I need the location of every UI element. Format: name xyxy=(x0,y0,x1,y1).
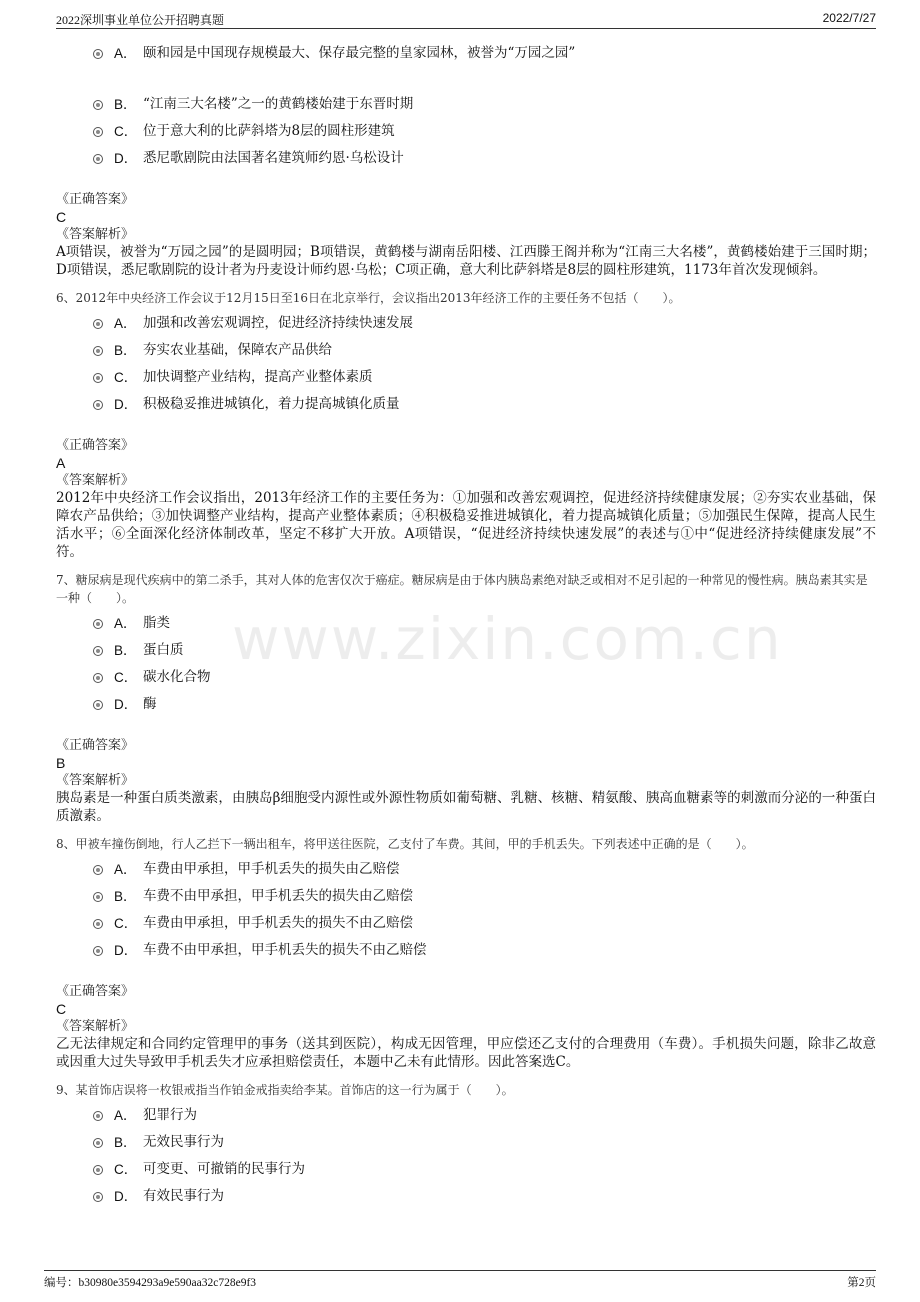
page-number: 第2页 xyxy=(847,1277,876,1289)
page-content xyxy=(56,40,876,1210)
analysis-label: 《答案解析》 xyxy=(56,773,135,788)
option-letter: A． xyxy=(114,616,137,631)
radio-icon[interactable] xyxy=(93,646,103,656)
radio-icon[interactable] xyxy=(93,865,103,875)
answer-analysis: 乙无法律规定和合同约定管理甲的事务（送其到医院），构成无因管理，甲应偿还乙支付的合理费用（车费）。手机损失问题，除非乙故意或因重大过失导致甲手机丢失才应承担赔偿责任，本题中乙未有此情形。因此答案选C。 xyxy=(56,1036,876,1070)
option-a[interactable] xyxy=(56,310,876,337)
option-a[interactable] xyxy=(56,856,876,883)
option-letter: B． xyxy=(114,97,137,112)
option-text: 车费不由甲承担，甲手机丢失的损失由乙赔偿 xyxy=(143,888,413,904)
option-b[interactable] xyxy=(56,337,876,364)
question-7-block xyxy=(56,571,876,825)
option-letter: A． xyxy=(114,316,137,331)
correct-answer: C xyxy=(56,209,67,225)
correct-answer: B xyxy=(56,755,66,771)
option-c[interactable] xyxy=(56,1156,876,1183)
analysis-label: 《答案解析》 xyxy=(56,473,135,488)
option-a[interactable] xyxy=(56,610,876,637)
option-text: 车费由甲承担，甲手机丢失的损失不由乙赔偿 xyxy=(143,915,413,931)
option-a[interactable] xyxy=(56,40,876,67)
correct-answer: C xyxy=(56,1001,67,1017)
option-b[interactable] xyxy=(56,883,876,910)
question-text: 9、某首饰店误将一枚银戒指当作铂金戒指卖给李某。首饰店的这一行为属于（ ）。 xyxy=(56,1083,514,1097)
answer-analysis: 2012年中央经济工作会议指出，2013年经济工作的主要任务为：①加强和改善宏观调控，促进经济持续健康发展；②夯实农业基础，保障农产品供给；③加快调整产业结构，提高产业整体素质；④积极稳妥推进城镇化，着力提高城镇化质量；⑤加强民生保障，提高人民生活水平；⑥全面深化经济体制改革，坚定不移扩大开放。A项错误，“促进经济持续快速发展”的表述与①中“促进经济持续健康发展”不符。 xyxy=(56,490,876,560)
page-header xyxy=(56,0,876,29)
option-b[interactable] xyxy=(56,91,876,118)
question-5-block xyxy=(56,40,876,279)
option-text: 加快调整产业结构，提高产业整体素质 xyxy=(143,369,373,385)
answer-label: 《正确答案》 xyxy=(56,438,135,453)
option-letter: A． xyxy=(114,46,137,61)
option-letter: D． xyxy=(114,697,138,712)
radio-icon[interactable] xyxy=(93,1192,103,1202)
option-text: 碳水化合物 xyxy=(143,669,211,685)
option-text: 犯罪行为 xyxy=(143,1107,197,1123)
question-text: 6、2012年中央经济工作会议于12月15日至16日在北京举行，会议指出2013年经济工作的主要任务不包括（ ）。 xyxy=(56,291,681,305)
option-text: 悉尼歌剧院由法国著名建筑师约恩·乌松设计 xyxy=(143,150,404,166)
radio-icon[interactable] xyxy=(93,1111,103,1121)
option-letter: B． xyxy=(114,643,137,658)
option-letter: C． xyxy=(114,916,138,931)
radio-icon[interactable] xyxy=(93,673,103,683)
option-text: “江南三大名楼”之一的黄鹤楼始建于东晋时期 xyxy=(143,96,414,112)
answer-label: 《正确答案》 xyxy=(56,984,135,999)
radio-icon[interactable] xyxy=(93,100,103,110)
question-9-block xyxy=(56,1081,876,1210)
option-d[interactable] xyxy=(56,391,876,418)
document-title: 2022深圳事业单位公开招聘真题 xyxy=(56,13,225,27)
answer-label: 《正确答案》 xyxy=(56,738,135,753)
radio-icon[interactable] xyxy=(93,700,103,710)
radio-icon[interactable] xyxy=(93,400,103,410)
option-text: 位于意大利的比萨斜塔为8层的圆柱形建筑 xyxy=(143,123,395,139)
correct-answer: A xyxy=(56,455,66,471)
option-text: 车费不由甲承担，甲手机丢失的损失不由乙赔偿 xyxy=(143,942,427,958)
radio-icon[interactable] xyxy=(93,946,103,956)
option-text: 酶 xyxy=(143,696,157,712)
option-text: 车费由甲承担，甲手机丢失的损失由乙赔偿 xyxy=(143,861,400,877)
option-c[interactable] xyxy=(56,910,876,937)
option-text: 脂类 xyxy=(143,615,170,631)
option-text: 加强和改善宏观调控，促进经济持续快速发展 xyxy=(143,315,413,331)
option-letter: D． xyxy=(114,943,138,958)
option-b[interactable] xyxy=(56,1129,876,1156)
question-8-block xyxy=(56,835,876,1071)
radio-icon[interactable] xyxy=(93,127,103,137)
option-b[interactable] xyxy=(56,637,876,664)
radio-icon[interactable] xyxy=(93,892,103,902)
option-text: 可变更、可撤销的民事行为 xyxy=(143,1161,305,1177)
answer-label: 《正确答案》 xyxy=(56,192,135,207)
option-letter: D． xyxy=(114,151,138,166)
option-text: 积极稳妥推进城镇化，着力提高城镇化质量 xyxy=(143,396,400,412)
option-letter: A． xyxy=(114,862,137,877)
question-text: 8、甲被车撞伤倒地，行人乙拦下一辆出租车，将甲送往医院，乙支付了车费。其间，甲的手机丢失。下列表述中正确的是（ ）。 xyxy=(56,837,754,851)
option-letter: C． xyxy=(114,370,138,385)
document-date: 2022/7/27 xyxy=(822,11,876,25)
radio-icon[interactable] xyxy=(93,346,103,356)
option-letter: C． xyxy=(114,124,138,139)
option-text: 有效民事行为 xyxy=(143,1188,224,1204)
analysis-label: 《答案解析》 xyxy=(56,227,135,242)
question-text: 7、糖尿病是现代疾病中的第二杀手，其对人体的危害仅次于癌症。糖尿病是由于体内胰岛素绝对缺乏或相对不足引起的一种常见的慢性病。胰岛素其实是一种（ ）。 xyxy=(56,573,868,605)
radio-icon[interactable] xyxy=(93,919,103,929)
option-a[interactable] xyxy=(56,1102,876,1129)
option-text: 蛋白质 xyxy=(143,642,184,658)
option-letter: A． xyxy=(114,1108,137,1123)
radio-icon[interactable] xyxy=(93,373,103,383)
option-letter: D． xyxy=(114,1189,138,1204)
option-letter: B． xyxy=(114,1135,137,1150)
watermark: www.zixin.com.cn xyxy=(232,605,783,673)
option-text: 无效民事行为 xyxy=(143,1134,224,1150)
answer-analysis: 胰岛素是一种蛋白质类激素，由胰岛β细胞受内源性或外源性物质如葡萄糖、乳糖、核糖、精氨酸、胰高血糖素等的刺激而分泌的一种蛋白质激素。 xyxy=(56,790,876,824)
option-letter: C． xyxy=(114,1162,138,1177)
option-d[interactable] xyxy=(56,691,876,718)
radio-icon[interactable] xyxy=(93,319,103,329)
option-letter: B． xyxy=(114,343,137,358)
radio-icon[interactable] xyxy=(93,154,103,164)
option-c[interactable] xyxy=(56,118,876,145)
document-code: 编号：b30980e3594293a9e590aa32c728e9f3 xyxy=(44,1277,257,1289)
radio-icon[interactable] xyxy=(93,1165,103,1175)
option-c[interactable] xyxy=(56,364,876,391)
radio-icon[interactable] xyxy=(93,619,103,629)
option-d[interactable] xyxy=(56,1183,876,1210)
option-text: 颐和园是中国现存规模最大、保存最完整的皇家园林，被誉为“万园之园” xyxy=(143,45,576,61)
page-footer xyxy=(44,1270,876,1291)
radio-icon[interactable] xyxy=(93,1138,103,1148)
answer-analysis: A项错误，被誉为“万园之园”的是圆明园；B项错误，黄鹤楼与湖南岳阳楼、江西滕王阁并称为“江南三大名楼”，黄鹤楼始建于三国时期；D项错误，悉尼歌剧院的设计者为丹麦设计师约恩·乌松；C项正确，意大利比萨斜塔是8层的圆柱形建筑，1173年首次发现倾斜。 xyxy=(56,244,876,278)
option-letter: B． xyxy=(114,889,137,904)
question-6-block xyxy=(56,289,876,561)
option-letter: C． xyxy=(114,670,138,685)
option-c[interactable] xyxy=(56,664,876,691)
radio-icon[interactable] xyxy=(93,49,103,59)
option-d[interactable] xyxy=(56,937,876,964)
analysis-label: 《答案解析》 xyxy=(56,1019,135,1034)
option-d[interactable] xyxy=(56,145,876,172)
option-text: 夯实农业基础，保障农产品供给 xyxy=(143,342,332,358)
option-letter: D． xyxy=(114,397,138,412)
